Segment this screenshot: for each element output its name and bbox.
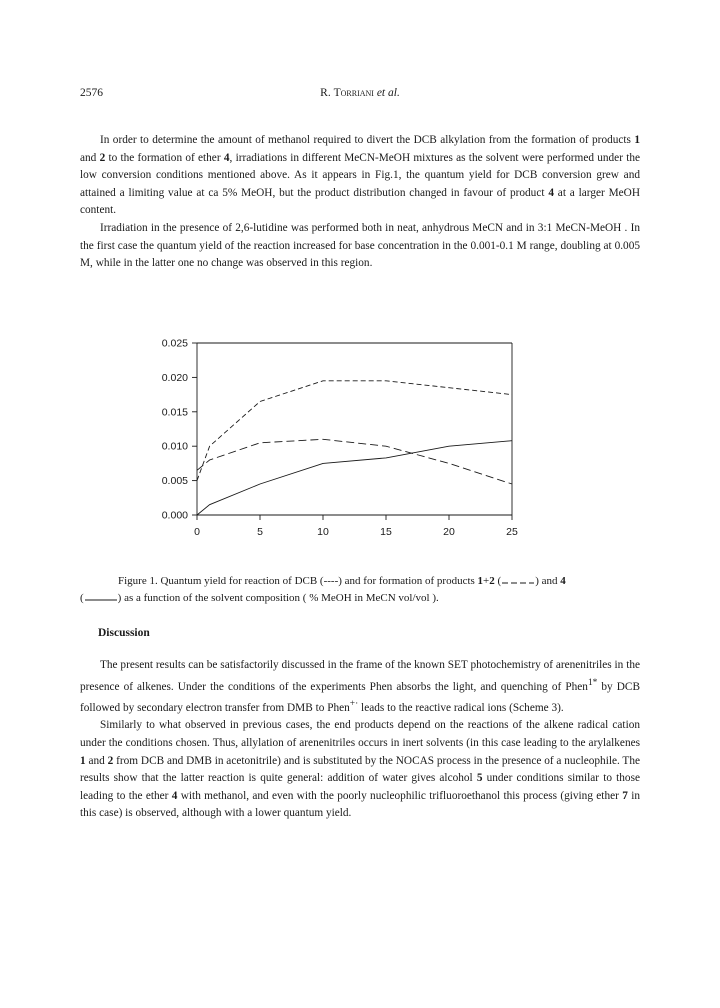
compound-ref: 4 bbox=[171, 789, 178, 802]
running-title bbox=[80, 87, 640, 99]
text-run: ) as a function of the solvent composition ( % MeOH in MeCN vol/vol ). bbox=[117, 592, 439, 604]
text-run: In order to determine the amount of methanol required to divert the DCB alkylation from the formation of products bbox=[100, 134, 635, 146]
compound-ref: 2 bbox=[99, 151, 106, 164]
figure-1-chart bbox=[150, 335, 530, 550]
x-tick-label: 10 bbox=[317, 526, 329, 538]
y-tick-label: 0.000 bbox=[161, 509, 188, 522]
compound-ref: 4 bbox=[223, 151, 230, 164]
text-run: at a larger MeOH content. bbox=[80, 186, 640, 217]
compound-ref: 2 bbox=[489, 575, 495, 587]
text-run: ( bbox=[494, 575, 502, 587]
author-initial: R. bbox=[320, 87, 334, 99]
text-run: and bbox=[80, 151, 100, 164]
compound-ref: 7 bbox=[622, 789, 628, 802]
text-run: from DCB and DMB in acetonitrile) and is substituted by the NOCAS process in the presence of a nucleophile. The results show that the latter reaction is quite general: addition of water gives alcohol bbox=[80, 754, 640, 785]
text-run: Figure 1. Quantum yield for reaction of DCB (----) and for formation of products bbox=[118, 575, 478, 587]
compound-ref: 1 bbox=[634, 134, 640, 146]
text-run: leads to the reactive radical ions (Scheme 3). bbox=[358, 701, 564, 714]
et-al: et al. bbox=[373, 87, 400, 99]
paragraph-lutidine: Irradiation in the presence of 2,6-lutidine was performed both in neat, anhydrous MeCN and in 3:1 MeCN-MeOH . In the first case the quantum yield of the reaction increased for base concentration in the 0.001-0.1 M range, doubling at 0.005 M, while in the latter one no change was observed in this region. bbox=[80, 221, 640, 270]
y-tick-label: 0.005 bbox=[161, 475, 188, 488]
discussion-text bbox=[80, 657, 640, 823]
long-dash-sample bbox=[501, 577, 535, 585]
text-run: in this case) is observed, although with a lower quantum yield. bbox=[80, 789, 640, 820]
text-run: and bbox=[85, 754, 108, 767]
text-run: Similarly to what observed in previous cases, the end products depend on the reactions of the alkene radical cation under the conditions chosen. Thus, allylation of arenenitriles occurs in inert solvents (in this case leading to the arylalkenes bbox=[80, 719, 640, 749]
text-run: ) and bbox=[535, 575, 561, 587]
compound-ref: 2 bbox=[107, 754, 114, 767]
x-tick-label: 25 bbox=[506, 526, 518, 538]
intro-text bbox=[80, 132, 640, 273]
series-line-1-2 bbox=[197, 439, 512, 484]
text-run: under conditions similar to those leading to the ether bbox=[80, 772, 640, 802]
superscript: +· bbox=[349, 698, 359, 709]
page-number: 2576 bbox=[80, 87, 103, 99]
series-line-4 bbox=[197, 441, 512, 515]
superscript: 1* bbox=[587, 677, 598, 688]
y-tick-label: 0.010 bbox=[161, 440, 188, 453]
compound-ref: 4 bbox=[548, 186, 554, 199]
series-line-dcb bbox=[197, 381, 512, 481]
text-run: to the formation of ether bbox=[105, 151, 224, 164]
compound-ref: 4 bbox=[560, 575, 566, 587]
y-tick-label: 0.020 bbox=[161, 371, 188, 384]
text-run: , irradiations in different MeCN-MeOH mixtures as the solvent were performed under the low conversion conditions mentioned above. As it appears in Fig.1, the quantum yield for DCB conversion grew and attained a limiting value at ca 5% MeOH, but the product distribution changed in favour of product bbox=[80, 151, 641, 199]
y-tick-label: 0.015 bbox=[161, 406, 188, 419]
text-run: The present results can be satisfactorily discussed in the frame of the known SET photochemistry of arenenitriles in the presence of alkenes. Under the conditions of the experiments Phen absorbs the light, and quenching of Phen bbox=[80, 659, 640, 693]
x-tick-label: 15 bbox=[380, 526, 392, 538]
solid-line-sample bbox=[84, 594, 118, 602]
compound-ref: 1 bbox=[80, 754, 86, 767]
compound-ref: 5 bbox=[476, 772, 483, 785]
compound-ref: 1 bbox=[477, 575, 484, 587]
text-run: with methanol, and even with the poorly nucleophilic trifluoroethanol this process (giving ether bbox=[177, 789, 623, 802]
figure-caption bbox=[80, 573, 640, 607]
x-tick-label: 0 bbox=[194, 526, 200, 538]
author-surname: Torriani bbox=[333, 87, 374, 99]
running-header bbox=[80, 87, 640, 103]
text-run: ( bbox=[80, 592, 84, 604]
quantum-yield-chart bbox=[150, 335, 530, 550]
section-heading-discussion: Discussion bbox=[98, 627, 150, 639]
y-tick-label: 0.025 bbox=[161, 337, 188, 350]
text-run: by DCB followed by secondary electron transfer from DMB to Phen bbox=[80, 680, 640, 714]
x-tick-label: 20 bbox=[443, 526, 455, 538]
paragraph-methanol bbox=[80, 132, 640, 220]
paragraph-set-photochemistry bbox=[80, 657, 640, 717]
paragraph-end-products bbox=[80, 717, 640, 823]
x-tick-label: 5 bbox=[257, 526, 263, 538]
text-run: + bbox=[483, 575, 490, 587]
